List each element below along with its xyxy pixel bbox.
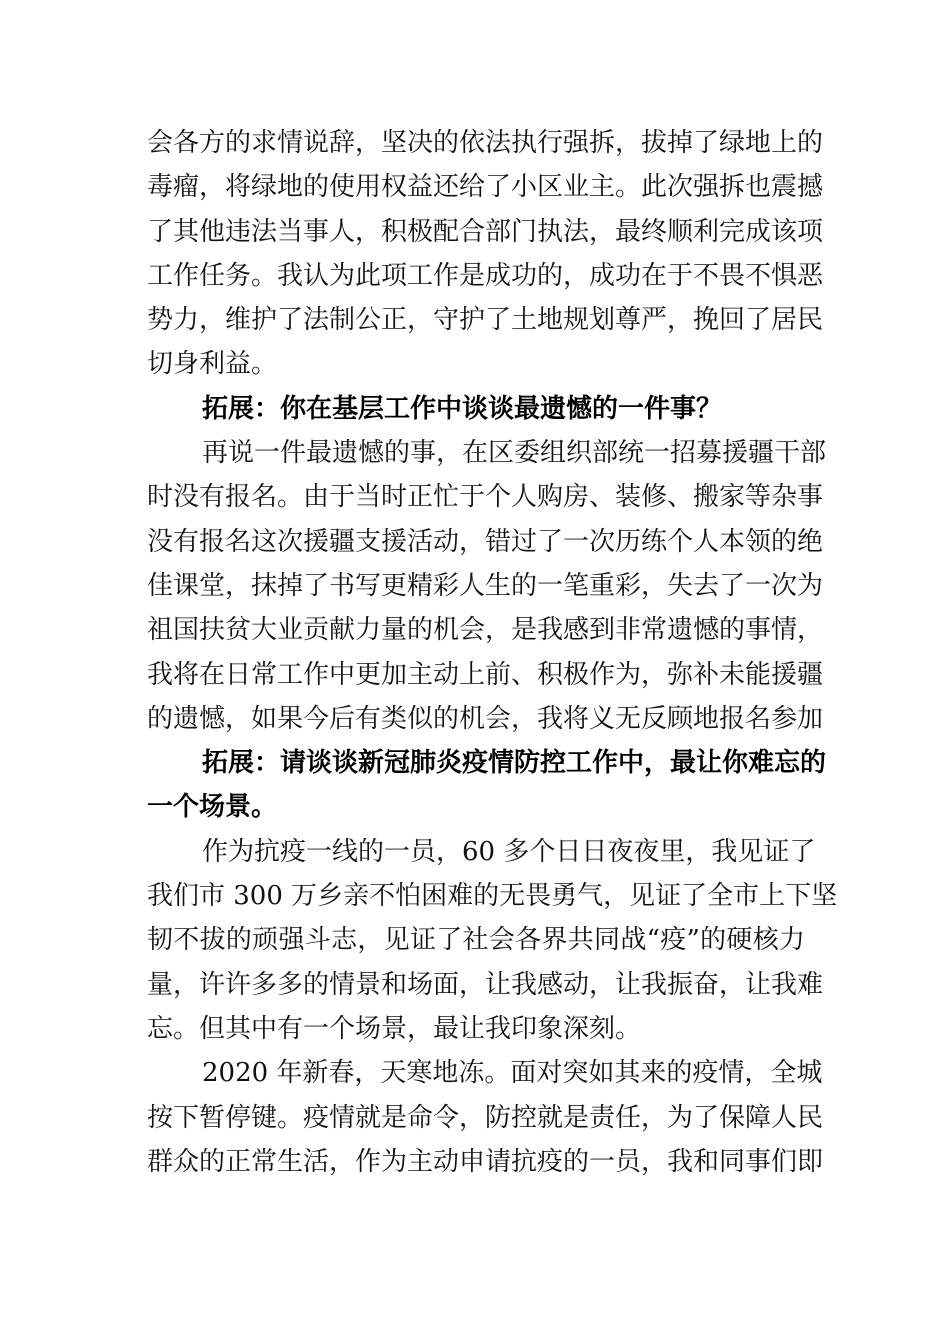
text-line: 切身利益。 bbox=[147, 349, 278, 380]
heading-covid-question bbox=[147, 741, 827, 830]
heading-line: 拓展：请谈谈新冠肺炎疫情防控工作中，最让你难忘的 bbox=[202, 748, 827, 779]
text-line: 会各方的求情说辞，坚决的依法执行强拆，拔掉了绿地上的 bbox=[147, 128, 824, 158]
text-line: 我将在日常工作中更加主动上前、积极作为，弥补未能援疆 bbox=[147, 659, 824, 690]
text-line: 了其他违法当事人，积极配合部门执法，最终顺利完成该项 bbox=[147, 216, 824, 247]
text-line: 2020 年新春，天寒地冻。面对突如其来的疫情，全城 bbox=[202, 1058, 823, 1089]
text-line: 势力，维护了法制公正，守护了土地规划尊严，挽回了居民 bbox=[147, 305, 824, 336]
text-line: 祖国扶贫大业贡献力量的机会，是我感到非常遗憾的事情， bbox=[147, 615, 824, 646]
text-line: 没有报名这次援疆支援活动，错过了一次历练个人本领的绝 bbox=[147, 526, 824, 557]
text-line: 我们市 300 万乡亲不怕困难的无畏勇气，见证了全市上下坚 bbox=[147, 881, 838, 912]
text-line: 再说一件最遗憾的事，在区委组织部统一招募援疆干部 bbox=[202, 438, 827, 469]
text-line: 量，许许多多的情景和场面，让我感动，让我振奋，让我难 bbox=[147, 969, 824, 1000]
heading-line: 一个场景。 bbox=[147, 792, 278, 823]
paragraph-regret-answer bbox=[147, 431, 827, 741]
text-line: 时没有报名。由于当时正忙于个人购房、装修、搬家等杂事 bbox=[147, 482, 824, 513]
text-line: 韧不拔的顽强斗志，见证了社会各界共同战“疫”的硬核力 bbox=[147, 925, 805, 956]
document-body bbox=[147, 121, 838, 1184]
text-line: 工作任务。我认为此项工作是成功的，成功在于不畏不惧恶 bbox=[147, 260, 824, 291]
text-line: 按下暂停键。疫情就是命令，防控就是责任，为了保障人民 bbox=[147, 1102, 824, 1133]
text-line: 毒瘤，将绿地的使用权益还给了小区业主。此次强拆也震撼 bbox=[147, 172, 824, 203]
paragraph-covid-witness bbox=[147, 830, 838, 1051]
paragraph-2020-spring bbox=[147, 1051, 824, 1184]
text-line: 群众的正常生活，作为主动申请抗疫的一员，我和同事们即 bbox=[147, 1146, 824, 1177]
heading-regret-question bbox=[147, 387, 805, 431]
text-line: 作为抗疫一线的一员，60 多个日日夜夜里，我见证了 bbox=[202, 836, 816, 867]
text-line: 忘。但其中有一个场景，最让我印象深刻。 bbox=[147, 1013, 642, 1044]
paragraph-demolition-conclusion bbox=[147, 121, 824, 387]
heading-line: 拓展：你在基层工作中谈谈最遗憾的一件事？ bbox=[202, 393, 723, 424]
text-line: 佳课堂，抹掉了书写更精彩人生的一笔重彩，失去了一次为 bbox=[147, 570, 824, 601]
text-line: 的遗憾，如果今后有类似的机会，我将义无反顾地报名参加 bbox=[147, 703, 824, 734]
